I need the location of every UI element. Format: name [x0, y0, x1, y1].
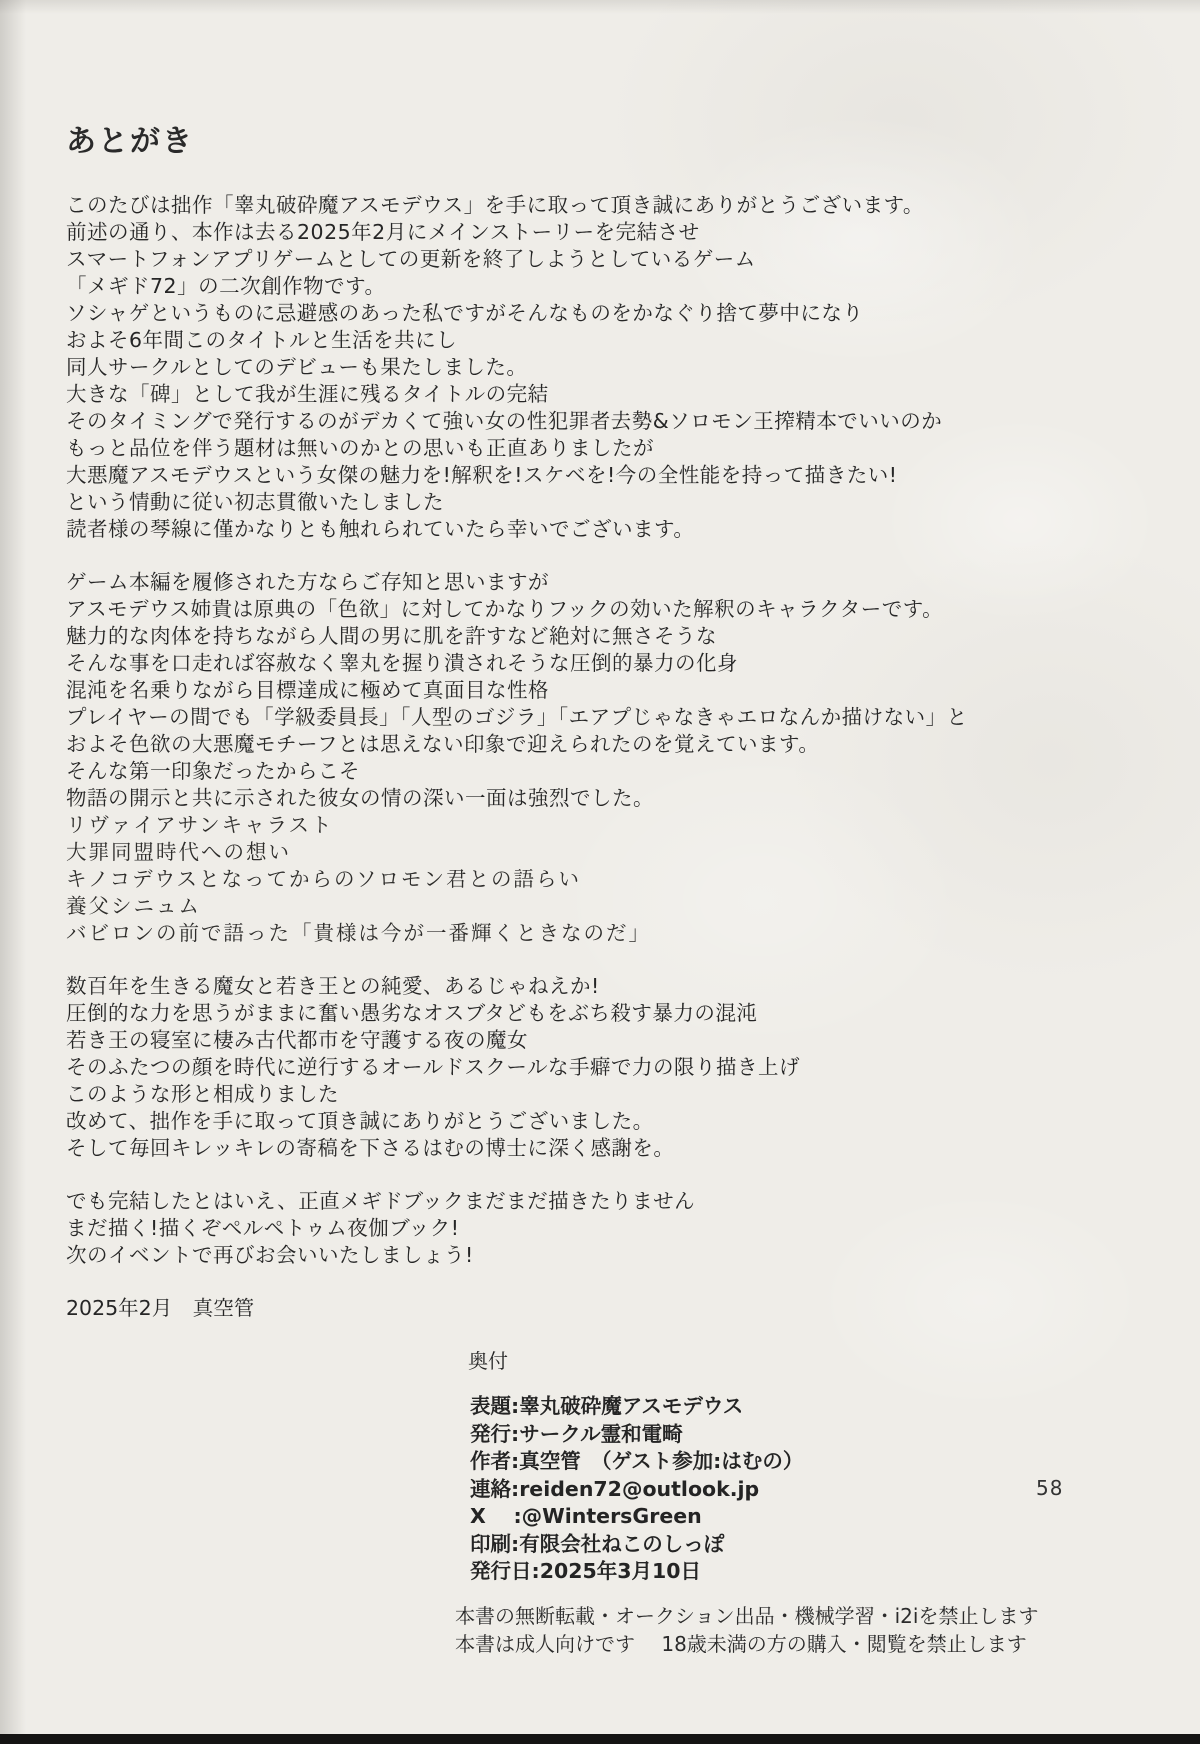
page-title: あとがき [66, 124, 194, 159]
colophon-entry-printer: 印刷:有限会社ねこのしっぽ [470, 1531, 725, 1556]
text-line: このような形と相成りました [66, 1082, 339, 1106]
text-line: 大きな「碑」として我が生涯に残るタイトルの完結 [66, 382, 549, 406]
text-line: ゲーム本編を履修された方ならご存知と思いますが [66, 570, 549, 594]
text-line: そのふたつの顔を時代に逆行するオールドスクールな手癖で力の限り描き上げ [66, 1055, 800, 1079]
colophon-entry-x-account: X :@WintersGreen [470, 1504, 702, 1528]
scan-edge-bottom [0, 1734, 1200, 1744]
text-line: そして毎回キレッキレの寄稿を下さるはむの博士に深く感謝を。 [66, 1136, 675, 1160]
page-number: 58 [1036, 1476, 1064, 1500]
text-line-serif: 大罪同盟時代への想い [66, 840, 291, 864]
paragraph-intro [66, 192, 1146, 543]
scan-edge-top [0, 0, 1200, 14]
text-line: 魅力的な肉体を持ちながら人間の男に肌を許すなど絶対に無さそうな [66, 624, 717, 648]
text-line: およそ色欲の大悪魔モチーフとは思えない印象で迎えられたのを覚えています。 [66, 732, 820, 756]
paragraph-themes [66, 973, 1146, 1162]
colophon-heading: 奥付 [468, 1349, 508, 1373]
text-line: 大悪魔アスモデウスという女傑の魅力を!解釈を!スケベを!今の全性能を持って描きたい! [66, 463, 898, 487]
colophon-entry-publisher: 発行:サークル霊和電畸 [470, 1421, 683, 1446]
text-line: でも完結したとはいえ、正直メギドブックまだまだ描きたりません [66, 1189, 696, 1213]
text-line: 数百年を生きる魔女と若き王との純愛、あるじゃねえか! [66, 974, 600, 998]
text-line: 前述の通り、本作は去る2025年2月にメインストーリーを完結させ [66, 220, 700, 244]
colophon-notices [66, 1602, 1146, 1658]
text-line-serif: バビロンの前で語った「貴様は今が一番輝くときなのだ」 [66, 921, 651, 945]
text-line: 物語の開示と共に示された彼女の情の深い一面は強烈でした。 [66, 786, 654, 810]
text-line: スマートフォンアプリゲームとしての更新を終了しようとしているゲーム [66, 247, 756, 271]
text-line: ソシャゲというものに忌避感のあった私ですがそんなものをかなぐり捨て夢中になり [66, 301, 864, 325]
text-line: もっと品位を伴う題材は無いのかとの思いも正直ありましたが [66, 436, 654, 460]
text-line: 「メギド72」の二次創作物です。 [66, 274, 386, 298]
paragraph-character [66, 569, 1146, 947]
text-line: 同人サークルとしてのデビューも果たしました。 [66, 355, 528, 379]
text-line-serif: 養父シニュム [66, 894, 201, 918]
notice-no-reproduction: 本書の無断転載・オークション出品・機械学習・i2iを禁止します [455, 1603, 1039, 1628]
signature-line: 2025年2月 真空管 [66, 1296, 255, 1320]
text-line: 読者様の琴線に僅かなりとも触れられていたら幸いでございます。 [66, 517, 695, 541]
colophon-entry-publish-date: 発行日:2025年3月10日 [470, 1559, 702, 1583]
colophon-entry-title: 表題:睾丸破砕魔アスモデウス [470, 1394, 744, 1418]
text-line: 混沌を名乗りながら目標達成に極めて真面目な性格 [66, 678, 549, 702]
text-line: およそ6年間このタイトルと生活を共にし [66, 328, 458, 352]
scan-edge-left [0, 0, 26, 1744]
notice-adults-only: 本書は成人向けです 18歳未満の方の購入・閲覧を禁止します [455, 1631, 1027, 1656]
paragraph-closing [66, 1188, 1146, 1269]
colophon-entries [66, 1393, 1146, 1586]
text-line: 改めて、拙作を手に取って頂き誠にありがとうございました。 [66, 1109, 654, 1133]
text-line: 圧倒的な力を思うがままに奮い愚劣なオスブタどもをぶち殺す暴力の混沌 [66, 1001, 758, 1025]
colophon [66, 1348, 1146, 1658]
text-line: プレイヤーの間でも「学級委員長」「人型のゴジラ」「エアプじゃなきゃエロなんか描けない」と [66, 705, 968, 729]
text-line: そんな第一印象だったからこそ [66, 759, 360, 783]
text-line: そんな事を口走れば容赦なく睾丸を握り潰されそうな圧倒的暴力の化身 [66, 651, 738, 675]
text-line: そのタイミングで発行するのがデカくて強い女の性犯罪者去勢&ソロモン王搾精本でいいのか [66, 409, 943, 433]
afterword-content [66, 116, 1146, 1658]
text-line: このたびは拙作「睾丸破砕魔アスモデウス」を手に取って頂き誠にありがとうございます。 [66, 193, 924, 217]
colophon-entry-contact: 連絡:reiden72@outlook.jp [470, 1476, 760, 1501]
colophon-entry-author: 作者:真空管 （ゲスト参加:はむの） [470, 1449, 804, 1473]
text-line: まだ描く!描くぞペルペトゥム夜伽ブック! [66, 1216, 460, 1240]
text-line: 若き王の寝室に棲み古代都市を守護する夜の魔女 [66, 1028, 528, 1052]
text-line: という情動に従い初志貫徹いたしました [66, 490, 444, 514]
text-line: アスモデウス姉貴は原典の「色欲」に対してかなりフックの効いた解釈のキャラクターです。 [66, 597, 944, 621]
text-line-serif: リヴァイアサンキャラスト [66, 813, 334, 837]
text-line: 次のイベントで再びお会いいたしましょう! [66, 1243, 474, 1267]
text-line-serif: キノコデウスとなってからのソロモン君との語らい [66, 867, 582, 891]
